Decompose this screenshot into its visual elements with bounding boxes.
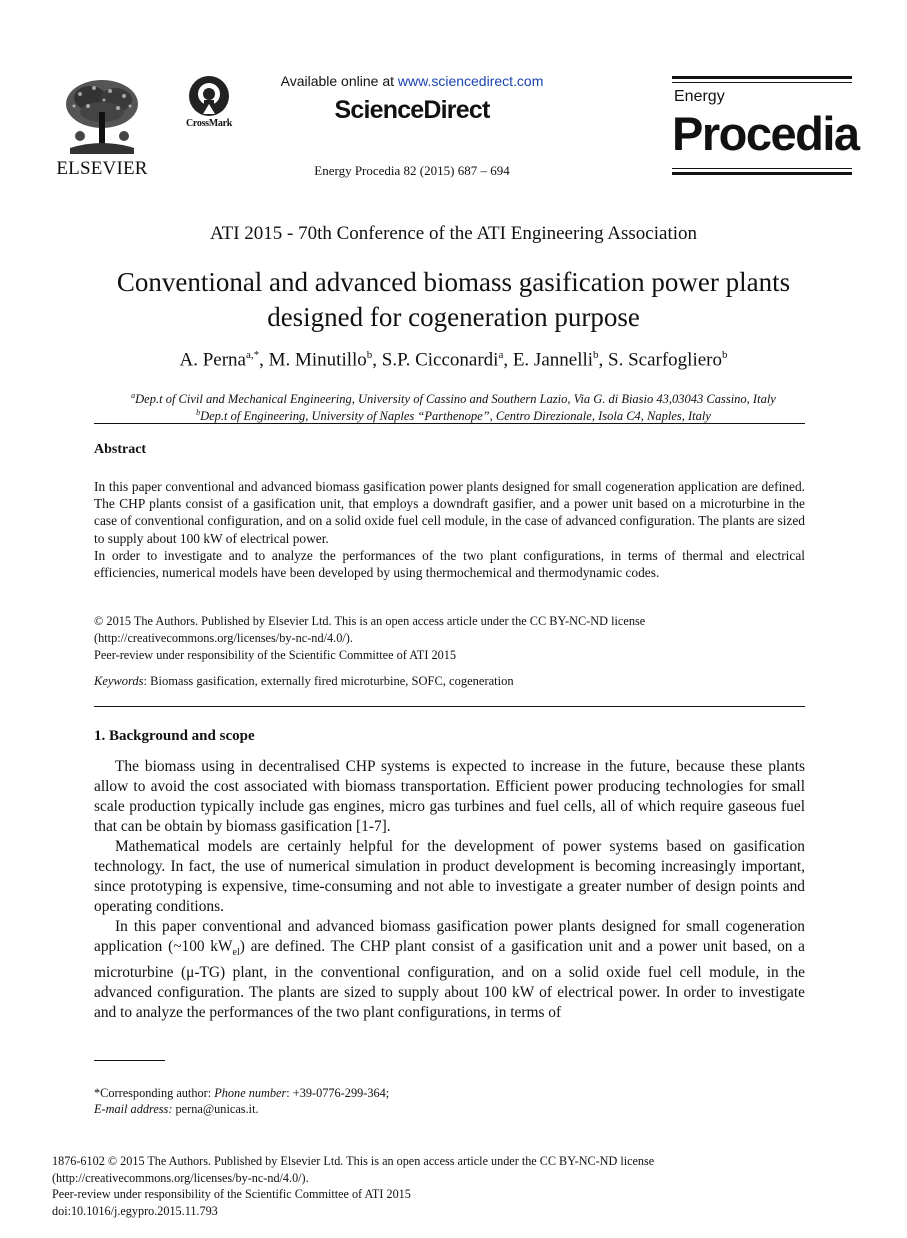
affiliation-b-mark: b <box>196 408 201 417</box>
logo-rule-bottom <box>672 172 852 175</box>
author-list <box>0 349 907 371</box>
footer-line-2[interactable]: (http://creativecommons.org/licenses/by-nc-nd/4.0/). <box>52 1170 309 1185</box>
keywords-label: Keywords <box>94 674 144 688</box>
footer-line-3: Peer-review under responsibility of the Scientific Committee of ATI 2015 <box>52 1187 411 1201</box>
logo-rule-top <box>672 76 852 79</box>
peer-review-line: Peer-review under responsibility of the Scientific Committee of ATI 2015 <box>94 648 457 662</box>
affiliation-b-text: Dep.t of Engineering, University of Naples “Parthenope”, Centro Direzionale, Isola C4, Naples, Italy <box>200 409 711 424</box>
email-address[interactable]: perna@unicas.it. <box>172 1102 259 1116</box>
author-2: S.P. Cicconardi <box>381 349 499 371</box>
email-label: E-mail address: <box>94 1102 173 1116</box>
elsevier-logo <box>52 72 152 177</box>
author-1: M. Minutillo <box>268 349 367 371</box>
energy-procedia-logo <box>672 76 859 176</box>
affiliation-a-mark: a <box>131 391 136 400</box>
title-line-1: Conventional and advanced biomass gasification power plants <box>116 267 791 297</box>
rule-after-keywords <box>94 706 805 707</box>
sciencedirect-link[interactable]: www.sciencedirect.com <box>397 73 544 89</box>
author-separator: , <box>372 349 382 371</box>
phone-number: : +39-0776-299-364; <box>286 1086 390 1100</box>
author-separator: , <box>259 349 269 371</box>
license-line-2[interactable]: (http://creativecommons.org/licenses/by-nc-nd/4.0/). <box>94 631 353 645</box>
crossmark-icon <box>187 74 231 118</box>
affiliation-b <box>0 408 907 424</box>
body-paragraph-1: The biomass using in decentralised CHP systems is expected to increase in the future, because these plants allow to avoid the cost associated with biomass transportation. Efficient power producing technologies for small scale production typically include gas engines, micro gas turbines and fuel cells, all of which require gaseous fuel that can be obtain by biomass gasification [1-7]. <box>94 758 805 835</box>
paper-title <box>40 265 867 335</box>
publisher-name: ELSEVIER <box>56 158 148 179</box>
p3-subscript: el <box>232 947 240 959</box>
rule-after-affiliations <box>94 423 805 424</box>
corresponding-author <box>94 1085 805 1101</box>
p3-part-a: In this paper conventional and advanced biomass gasification power plants designed for small cogeneration application (~100 kW <box>94 918 805 955</box>
author-affil-mark: b <box>722 349 728 361</box>
body-paragraph-3 <box>94 917 805 1023</box>
author-separator: , <box>503 349 513 371</box>
phone-label: Phone number <box>214 1086 287 1100</box>
section-body <box>94 757 805 1023</box>
author-separator: , <box>598 349 609 371</box>
author-4: S. Scarfogliero <box>608 349 723 371</box>
author-affil-mark: a <box>498 349 504 361</box>
author-0: A. Perna <box>179 349 246 371</box>
abstract-paragraph-1: In this paper conventional and advanced biomass gasification power plants designed for small cogeneration application are defined. The CHP plants consist of a gasification unit, that employs a downdraft gasifier, and a power unit based on a microturbine in the case of conventional configuration, and on a solid oxide fuel cell module, in the case of advanced configuration. The plants are sized to supply about 100 kW of electrical power. <box>94 479 805 546</box>
footnote-rule <box>94 1060 165 1061</box>
abstract-paragraph-2: In order to investigate and to analyze the performances of the two plant configurations, in terms of thermal and electrical efficiencies, numerical models have been developed by using thermochemical and thermodynamic codes. <box>94 547 805 581</box>
email-line <box>94 1101 805 1117</box>
affiliation-a-text: Dep.t of Civil and Mechanical Engineering, University of Cassino and Southern Lazio, Via G. di Biasio 43,03043 Cassino, Italy <box>135 392 776 407</box>
logo-rule-top-thin <box>672 82 852 83</box>
available-prefix: Available online at <box>280 73 398 89</box>
section-heading: 1. Background and scope <box>94 728 255 744</box>
footer-line-1: 1876-6102 © 2015 The Authors. Published by Elsevier Ltd. This is an open access article under the CC BY-NC-ND license <box>52 1154 655 1168</box>
abstract-license <box>94 613 805 664</box>
body-paragraph-2: Mathematical models are certainly helpful for the development of power systems based on gasification technology. In fact, the use of numerical simulation in product development is becoming increasingly important, since prototyping is expensive, time-consuming and not able to investigate a greater number of design points and operating conditions. <box>94 838 805 915</box>
crossmark-label: CrossMark <box>185 118 232 129</box>
keywords <box>94 674 805 689</box>
author-affil-mark: b <box>366 349 373 361</box>
footer-doi[interactable]: doi:10.1016/j.egypro.2015.11.793 <box>52 1203 218 1218</box>
author-3: E. Jannelli <box>512 349 594 371</box>
license-line-1: © 2015 The Authors. Published by Elsevier Ltd. This is an open access article under the CC BY-NC-ND license <box>94 614 646 628</box>
available-online <box>262 73 562 89</box>
sciencedirect-brand: ScienceDirect <box>334 96 490 124</box>
crossmark-badge[interactable] <box>178 74 240 134</box>
abstract-body <box>94 478 805 581</box>
author-affil-mark: b <box>593 349 599 361</box>
page-footer <box>52 1153 812 1219</box>
journal-logo-energy: Energy <box>674 88 725 105</box>
corr-label: *Corresponding author: <box>94 1086 215 1100</box>
conference-name: ATI 2015 - 70th Conference of the ATI Engineering Association <box>209 223 698 244</box>
author-affil-mark: a,* <box>245 349 260 361</box>
journal-reference: Energy Procedia 82 (2015) 687 – 694 <box>314 163 510 178</box>
elsevier-tree-icon <box>60 76 144 156</box>
p3-part-b: ) are defined. The CHP plant consist of a gasification unit and a power unit based, on a microturbine (μ-TG) plant, in the conventional configuration, and on a solid oxide fuel cell module, in the advanced configuration. The plants are sized to supply about 100 kW of electrical power. In order to investigate and to analyze the performances of the two plant configurations, in terms of <box>94 938 805 1022</box>
journal-logo-procedia: Procedia <box>672 107 859 160</box>
abstract-heading: Abstract <box>94 442 147 457</box>
affiliation-a <box>0 391 907 407</box>
logo-rule-bottom-thin <box>672 168 852 169</box>
footnote <box>94 1085 805 1117</box>
keywords-list: : Biomass gasification, externally fired microturbine, SOFC, cogeneration <box>143 674 514 688</box>
title-line-2: designed for cogeneration purpose <box>267 302 640 332</box>
